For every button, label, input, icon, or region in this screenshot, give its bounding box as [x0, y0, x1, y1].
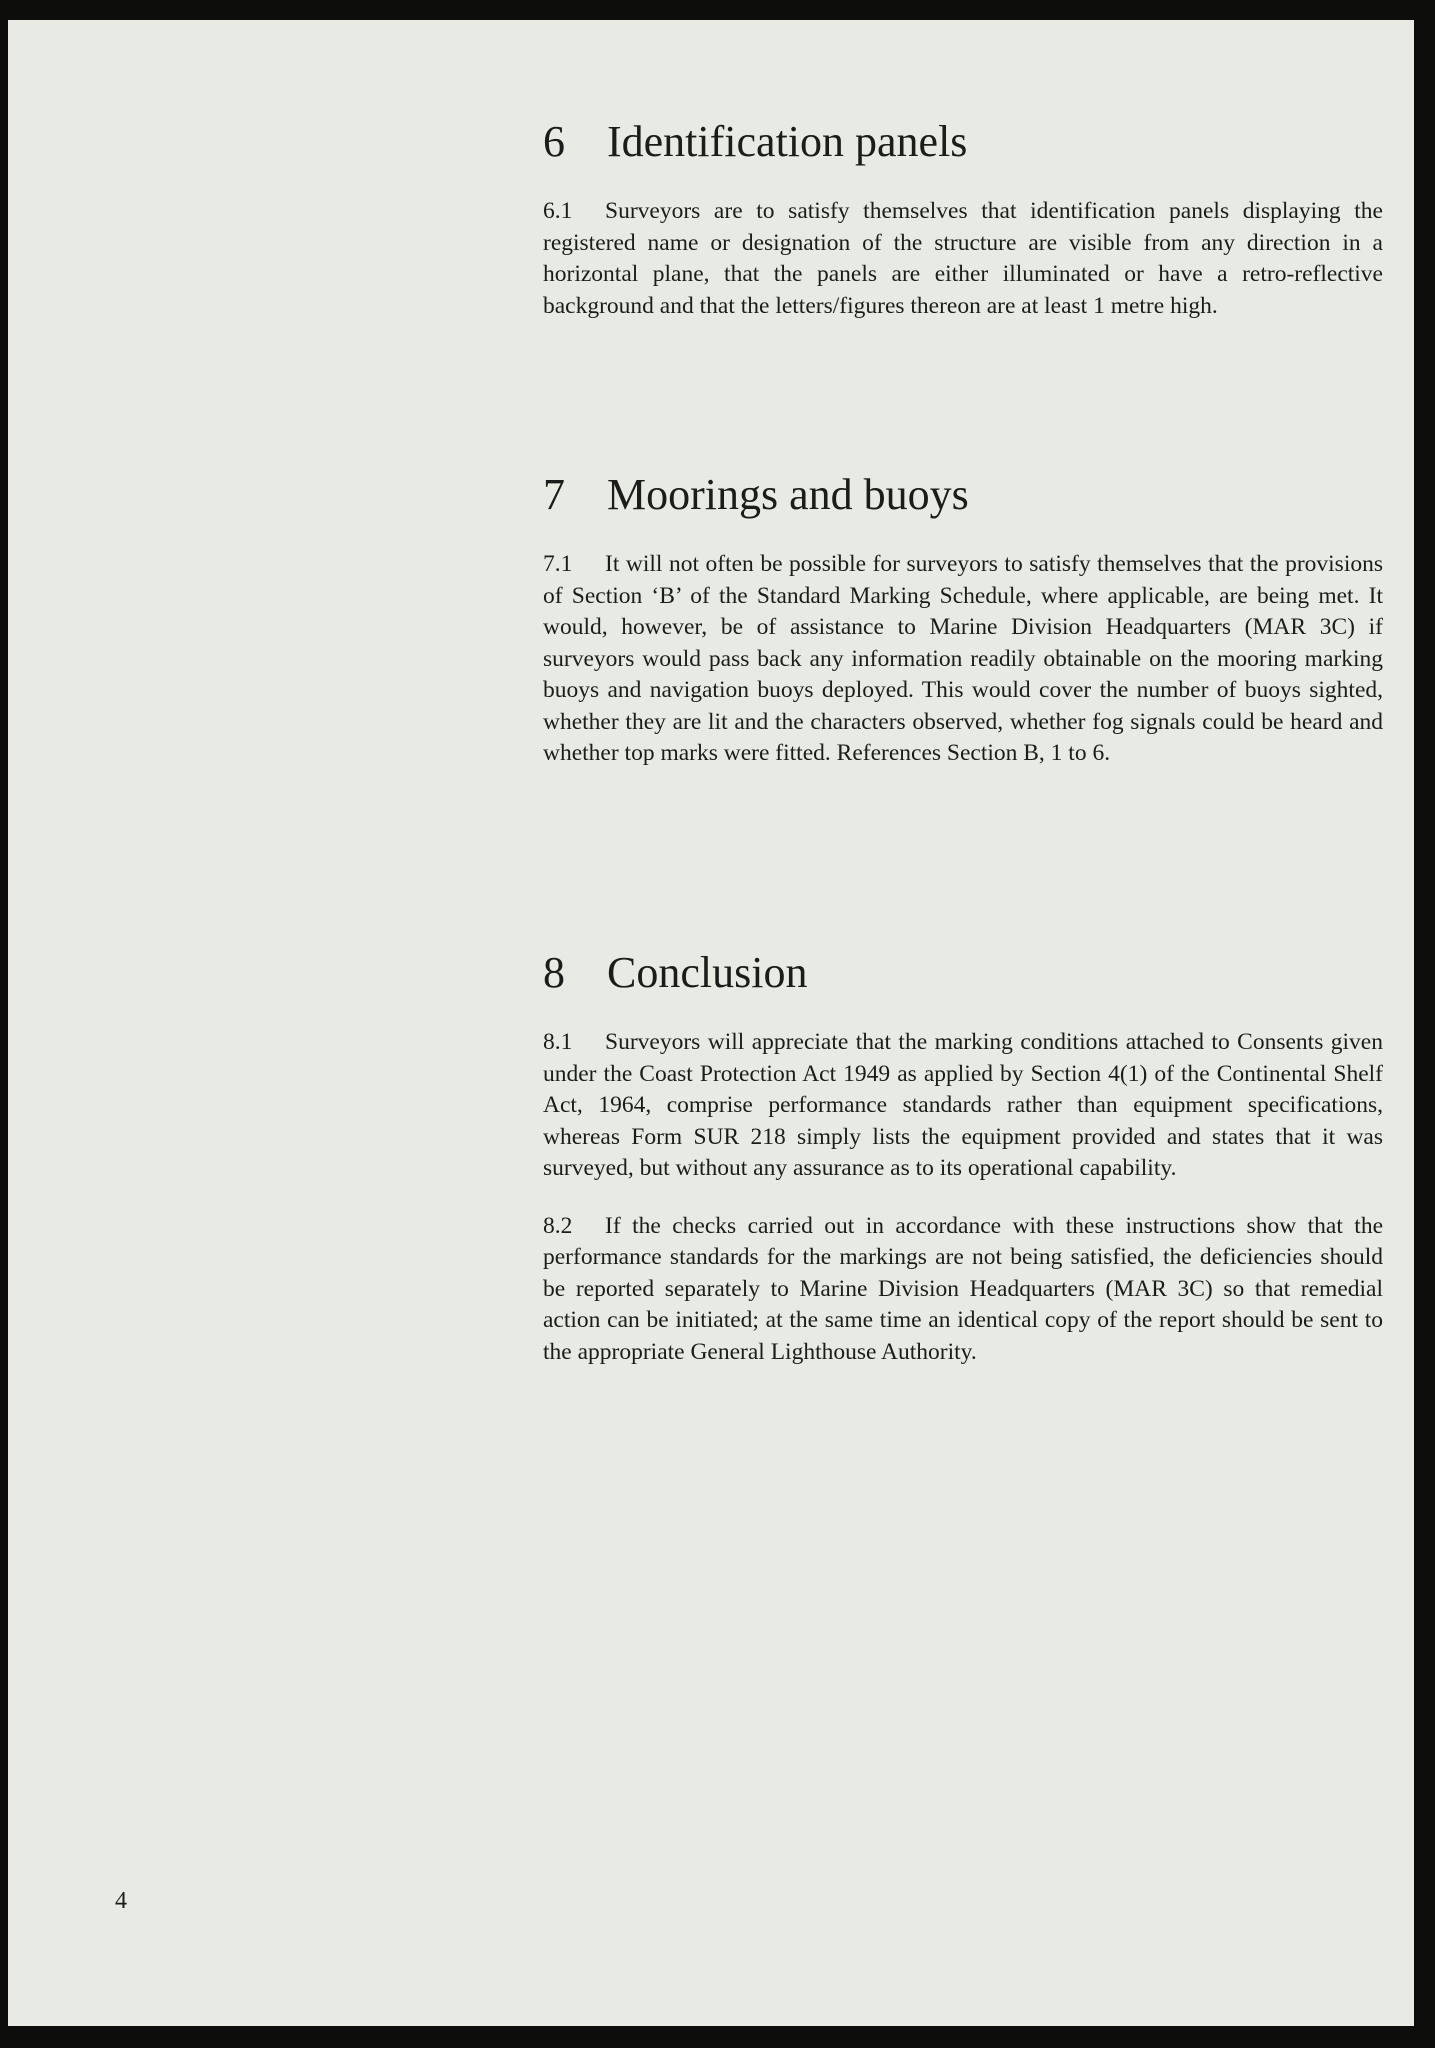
- paragraph-text: It will not often be possible for surveyors to satisfy themselves that the provisions of Section ‘B’ of the Standard Marking Schedule, where applicable, are being met. It would, however, be of assistance to Marine Division Headquarters (MAR 3C) if surveyors would pass back any information readily obtainable on the mooring marking buoys and navigation buoys deployed. This would cover the number of buoys sighted, whether they are lit and the characters observed, whether fog signals could be heard and whether top marks were fitted. References Section B, 1 to 6.: [543, 551, 1383, 766]
- section-heading: [543, 114, 1383, 170]
- section-title: Identification panels: [607, 117, 968, 166]
- paragraph-8-2: [543, 1211, 1383, 1369]
- section-8: [543, 945, 1383, 1368]
- section-heading: [543, 467, 1383, 523]
- section-title: Conclusion: [607, 948, 808, 997]
- paragraph-text: If the checks carried out in accordance with these instructions show that the performance standards for the markings are not being satisfied, the deficiencies should be reported separately to Marine Division Headquarters (MAR 3C) so that remedial action can be initiated; at the same time an identical copy of the report should be sent to the appropriate General Lighthouse Authority.: [543, 1212, 1383, 1365]
- paragraph-number: 8.2: [543, 1212, 573, 1239]
- paragraph-8-1: [543, 1027, 1383, 1185]
- paragraph-7-1: [543, 549, 1383, 770]
- section-number: 6: [543, 117, 565, 166]
- paragraph-number: 6.1: [543, 198, 573, 224]
- section-6: [543, 114, 1383, 322]
- section-number: 8: [543, 948, 565, 997]
- paragraph-6-1: [543, 196, 1383, 322]
- paragraph-number: 8.1: [543, 1029, 573, 1055]
- page-number: 4: [115, 1888, 127, 1914]
- section-7: [543, 467, 1383, 770]
- paragraph-number: 7.1: [543, 551, 573, 577]
- section-number: 7: [543, 470, 565, 519]
- paragraph-text: Surveyors will appreciate that the marking conditions attached to Consents given under the Coast Protection Act 1949 as applied by Section 4(1) of the Continental Shelf Act, 1964, comprise performance standards rather than equipment specifications, whereas Form SUR 218 simply lists the equipment provided and states that it was surveyed, but without any assurance as to its operational capability.: [543, 1029, 1383, 1181]
- section-title: Moorings and buoys: [607, 470, 969, 519]
- document-page: [8, 20, 1414, 2026]
- paragraph-text: Surveyors are to satisfy themselves that identification panels displaying the registered name or designation of the structure are visible from any direction in a horizontal plane, that the panels are either illuminated or have a retro-reflective background and that the letters/figures thereon are at least 1 metre high.: [543, 198, 1383, 319]
- section-heading: [543, 945, 1383, 1001]
